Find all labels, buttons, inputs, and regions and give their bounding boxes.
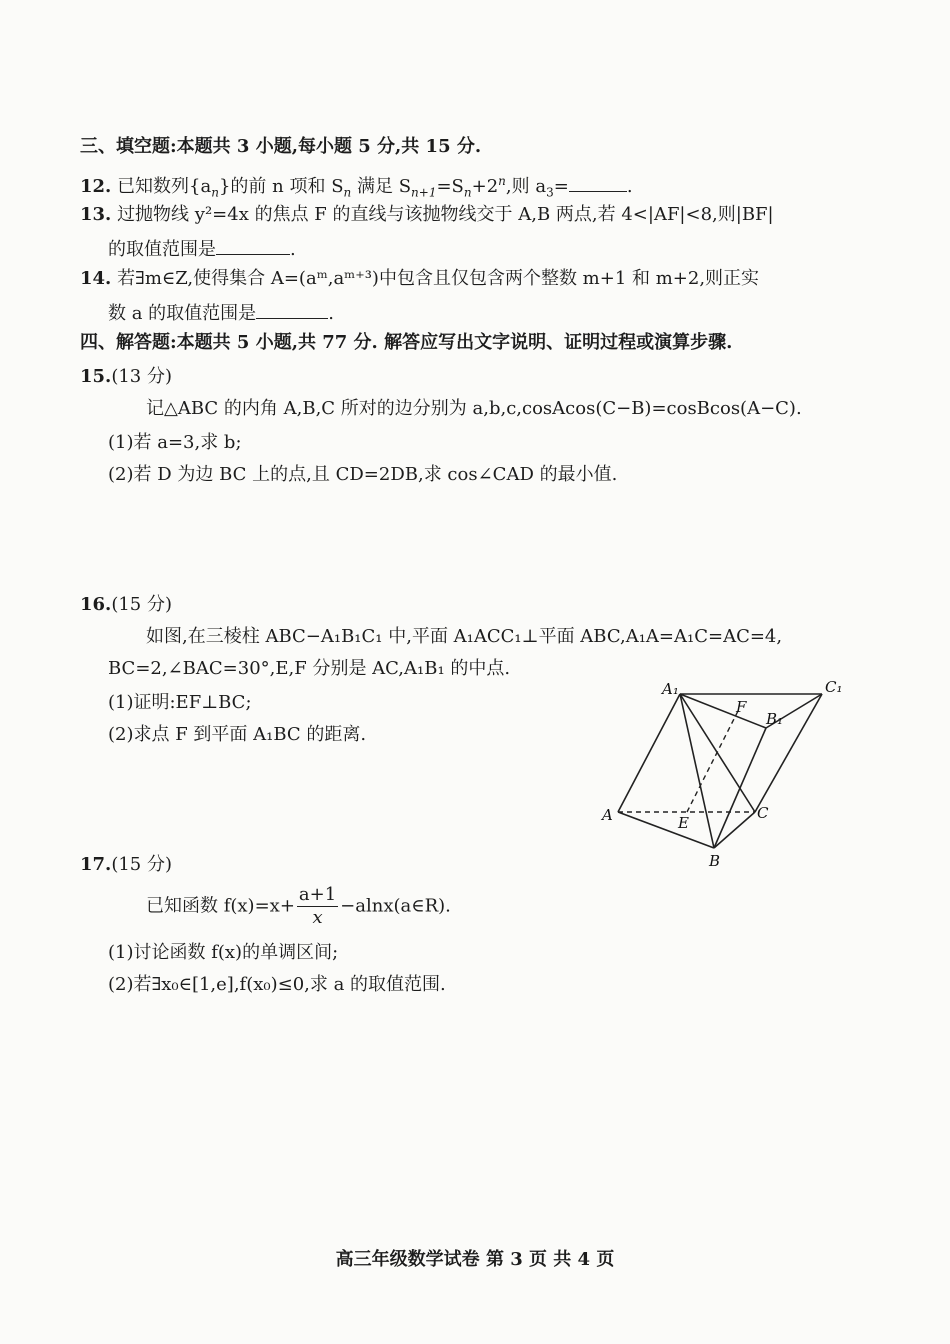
label-F: F bbox=[736, 698, 747, 716]
q12-text: =S bbox=[436, 176, 464, 197]
q16-number: 16. bbox=[80, 594, 112, 615]
label-B: B bbox=[709, 852, 721, 870]
q16-part2: (2)求点 F 到平面 A₁BC 的距离. bbox=[108, 724, 367, 745]
label-B1: B₁ bbox=[766, 710, 784, 728]
q12-text: 已知数列{a bbox=[117, 176, 212, 197]
q13-number: 13. bbox=[80, 204, 112, 225]
q17-score: (15 分) bbox=[111, 854, 172, 875]
q12-text: 满足 S bbox=[351, 176, 412, 197]
q13-text: 的取值范围是 bbox=[108, 239, 216, 260]
q15-stem: 记△ABC 的内角 A,B,C 所对的边分别为 a,b,c,cosAcos(C−B)=cosBcos(A−C). bbox=[146, 398, 802, 419]
q17-stem bbox=[146, 884, 451, 929]
q16-stem-line1: 如图,在三棱柱 ABC−A₁B₁C₁ 中,平面 A₁ACC₁⊥平面 ABC,A₁A=A₁C=AC=4, bbox=[146, 626, 783, 647]
q17-stem-text: 已知函数 f(x)=x+ bbox=[146, 895, 295, 917]
q16-part1: (1)证明:EF⊥BC; bbox=[108, 692, 252, 713]
q12-text: = bbox=[553, 176, 569, 197]
question-13-line1 bbox=[80, 204, 774, 226]
q13-text: 过抛物线 y²=4x 的焦点 F 的直线与该抛物线交于 A,B 两点,若 4<|AF|<8,则|BF| bbox=[117, 204, 774, 225]
question-16-header bbox=[80, 594, 172, 616]
q15-part1: (1)若 a=3,求 b; bbox=[108, 432, 242, 453]
q14-text: . bbox=[328, 303, 334, 324]
section3-heading: 三、填空题:本题共 3 小题,每小题 5 分,共 15 分. bbox=[80, 136, 482, 157]
label-C1: C₁ bbox=[825, 680, 843, 696]
q12-text: . bbox=[626, 176, 633, 197]
answer-blank[interactable] bbox=[256, 300, 328, 319]
label-E: E bbox=[678, 814, 689, 832]
label-C: C bbox=[757, 804, 769, 822]
q12-text: ,则 a bbox=[505, 176, 547, 197]
fraction-numerator: a+1 bbox=[298, 884, 337, 905]
fraction bbox=[297, 884, 338, 929]
q14-text: 若∃m∈Z,使得集合 A=(aᵐ,aᵐ⁺³)中包含且仅包含两个整数 m+1 和 m+2,则正实 bbox=[117, 268, 760, 289]
q16-stem-line2: BC=2,∠BAC=30°,E,F 分别是 AC,A₁B₁ 的中点. bbox=[108, 658, 511, 679]
fraction-denominator: x bbox=[312, 907, 323, 928]
q13-text: . bbox=[290, 239, 296, 260]
q15-number: 15. bbox=[80, 366, 112, 387]
question-15-header bbox=[80, 366, 172, 388]
question-17-header bbox=[80, 854, 172, 876]
q14-text: 数 a 的取值范围是 bbox=[108, 303, 257, 324]
question-14-line1 bbox=[80, 268, 759, 290]
question-13-line2 bbox=[108, 236, 296, 261]
answer-blank[interactable] bbox=[216, 236, 290, 255]
page-footer: 高三年级数学试卷 第 3 页 共 4 页 bbox=[335, 1249, 615, 1270]
q12-text: +2 bbox=[471, 176, 499, 197]
q17-number: 17. bbox=[80, 854, 112, 875]
q14-number: 14. bbox=[80, 268, 112, 289]
section4-heading: 四、解答题:本题共 5 小题,共 77 分. 解答应写出文字说明、证明过程或演算步骤. bbox=[80, 332, 733, 353]
triangular-prism-diagram bbox=[590, 680, 850, 880]
answer-blank[interactable] bbox=[569, 173, 627, 192]
label-A1: A₁ bbox=[662, 680, 679, 698]
q17-part2: (2)若∃x₀∈[1,e],f(x₀)≤0,求 a 的取值范围. bbox=[108, 974, 446, 995]
q17-stem-text: −alnx(a∈R). bbox=[340, 895, 451, 917]
question-14-line2 bbox=[108, 300, 334, 325]
q15-score: (13 分) bbox=[111, 366, 172, 387]
q16-score: (15 分) bbox=[111, 594, 172, 615]
q15-part2: (2)若 D 为边 BC 上的点,且 CD=2DB,求 cos∠CAD 的最小值. bbox=[108, 464, 618, 485]
question-12: 12. 已知数列$\{a_n\}$的前 n 项和 $S_n$ 满足 $S_{n+1}=S_n+2^n$,则 $a_3=$ . bbox=[80, 174, 633, 200]
q12-number: 12. bbox=[80, 176, 112, 197]
q12-text: }的前 n 项和 S bbox=[218, 176, 344, 197]
label-A: A bbox=[602, 806, 613, 824]
q17-part1: (1)讨论函数 f(x)的单调区间; bbox=[108, 942, 339, 963]
